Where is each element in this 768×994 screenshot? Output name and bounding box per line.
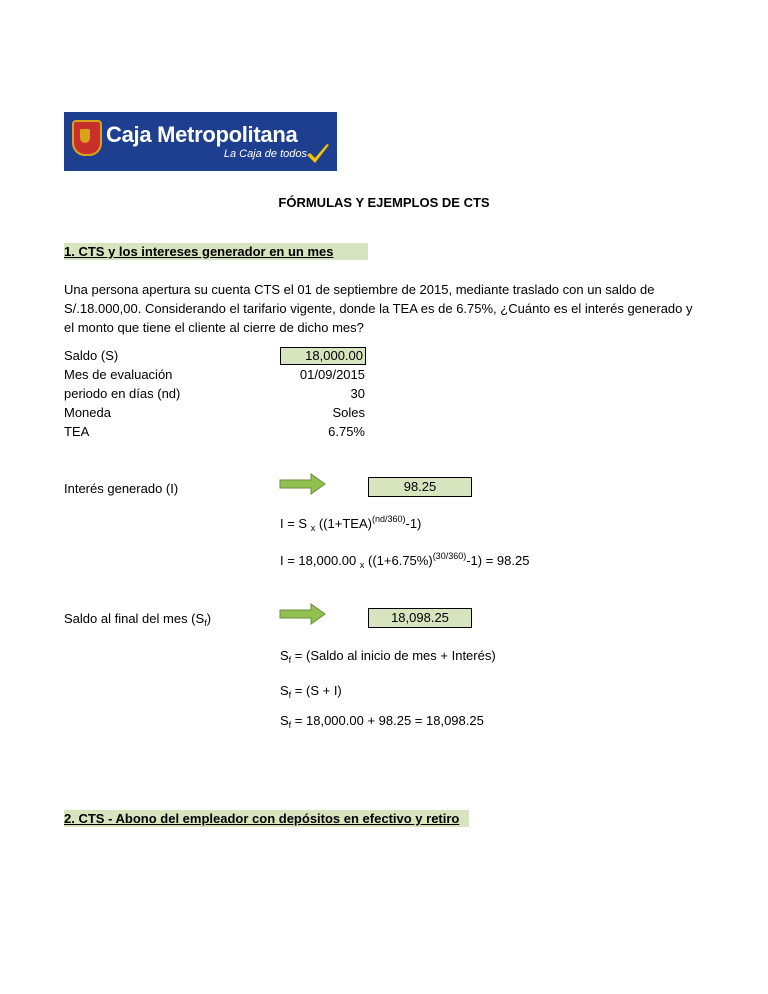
interest-calculation: I = 18,000.00 $_x$ $((1+6.75\%)^{(30/360)}-1) = 98.25$ — [280, 551, 530, 570]
input-value-saldo: 18,000.00 — [280, 347, 366, 365]
final-balance-formula-1: $S_f$ = (Saldo al inicio de mes + Interés) — [280, 648, 496, 665]
section-2-heading: 2. CTS - Abono del empleador con depósitos en efectivo y retiro — [64, 810, 469, 827]
input-value-mes: 01/09/2015 — [299, 367, 365, 382]
problem-statement: Una persona apertura su cuenta CTS el 01 de septiembre de 2015, mediante traslado con un saldo de S/.18.000,00. Considerando el tarifario vigente, donde la TEA es de 6.75%, ¿Cuánto es el interés generado y el monto que tiene el cliente al cierre de dicho mes? — [64, 282, 693, 335]
interest-result: 98.25 — [368, 477, 472, 497]
input-value-moneda: Soles — [332, 405, 365, 420]
logo-brand-text: Caja Metropolitana — [106, 122, 298, 147]
interest-label: Interés generado (I) — [64, 481, 179, 496]
caja-metropolitana-logo — [64, 112, 337, 171]
logo-tagline: La Caja de todos — [223, 148, 307, 160]
input-value-tea: 6.75% — [328, 424, 365, 439]
final-balance-result: 18,098.25 — [368, 608, 472, 628]
input-label-mes: Mes de evaluación — [64, 367, 173, 382]
final-balance-formula-3: $S_f = 18,000.00 + 98.25 = 18,098.25$ — [280, 713, 484, 730]
input-label-tea: TEA — [64, 424, 90, 439]
input-value-periodo: 30 — [350, 386, 365, 401]
final-balance-formula-2: $S_f = (S + I)$ — [280, 683, 342, 700]
section-1-heading: 1. CTS y los intereses generador en un mes — [64, 243, 368, 260]
page-title: FÓRMULAS Y EJEMPLOS DE CTS — [278, 195, 490, 210]
interest-formula: I = S $_x$ $((1+TEA)^{(nd/360)}-1)$ — [280, 514, 422, 533]
input-label-moneda: Moneda — [64, 405, 111, 420]
right-arrow-icon — [279, 472, 327, 496]
input-label-periodo: periodo en días (nd) — [64, 386, 181, 401]
final-balance-label: Saldo al final del mes $(S_f)$ — [64, 611, 212, 628]
right-arrow-icon — [279, 602, 327, 626]
input-label-saldo: Saldo (S) — [64, 348, 119, 363]
checkmark-icon — [305, 142, 331, 166]
coat-of-arms-icon — [72, 120, 102, 156]
